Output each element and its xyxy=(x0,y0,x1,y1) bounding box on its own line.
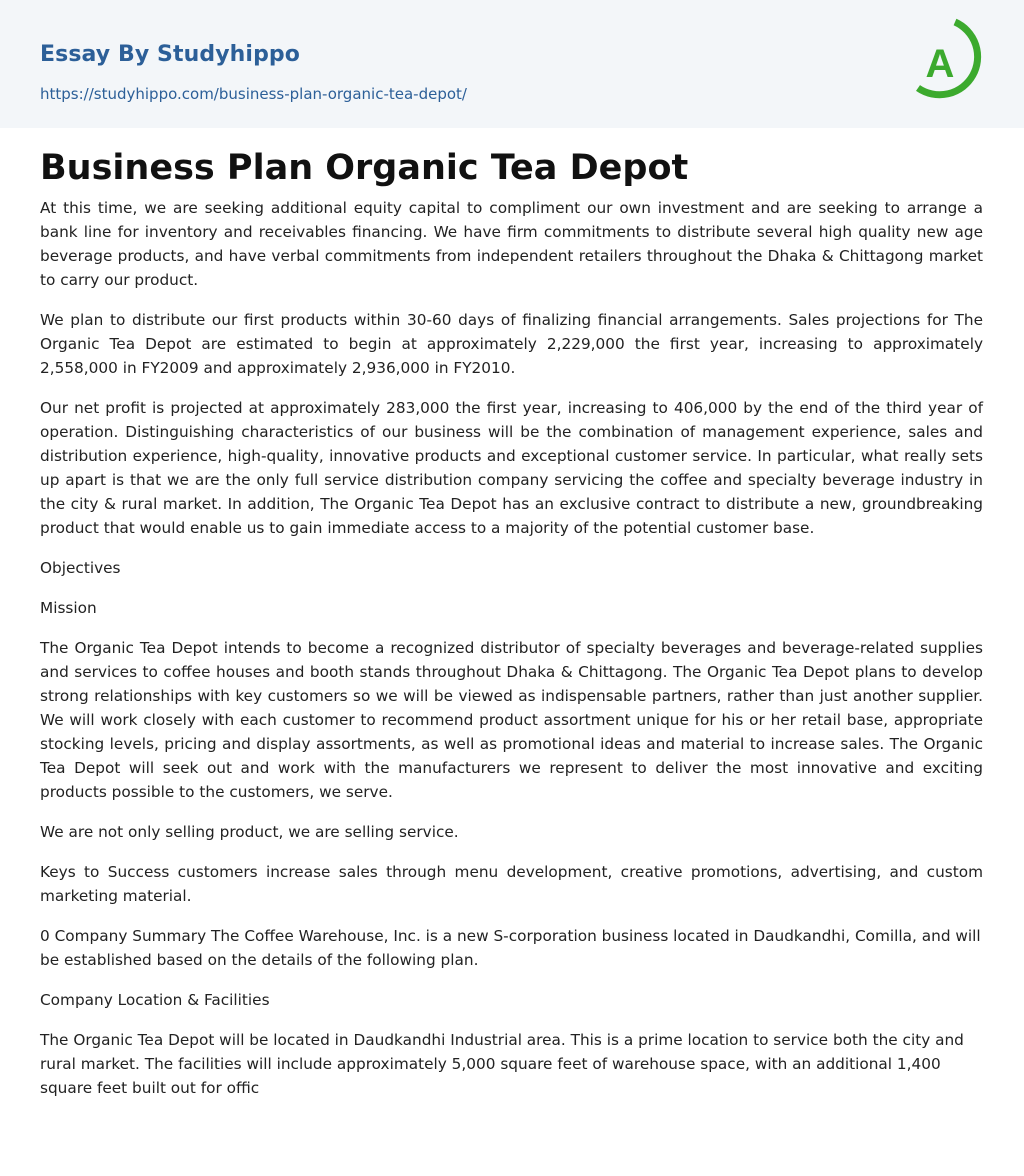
paragraph-net-profit: Our net profit is projected at approximately 283,000 the first year, increasing to 406,000 by the end of the third year of operation. Distinguishing characteristics of our business will be the combination of management experience, sales and distribution experience, high-quality, innovative products and exceptional customer service. In particular, what really sets up apart is that we are the only full service distribution company servicing the coffee and specialty beverage industry in the city & rural market. In addition, The Organic Tea Depot has an exclusive contract to distribute a new, groundbreaking product that would enable us to gain immediate access to a majority of the potential customer base. xyxy=(40,399,983,537)
paragraph-location: The Organic Tea Depot will be located in Daudkandhi Industrial area. This is a prime location to service both the city and rural market. The facilities will include approximately 5,000 square feet of warehouse space, with an additional 1,400 square feet built out for offic xyxy=(40,1031,964,1097)
site-brand[interactable]: Essay By Studyhippo xyxy=(40,42,300,67)
paragraph-service: We are not only selling product, we are selling service. xyxy=(40,823,459,841)
paragraph-sales-projections: We plan to distribute our first products within 30-60 days of finalizing financial arrangements. Sales projections for The Organic Tea Depot are estimated to begin at approximately 2,229,000 the first year, increasing to approximately 2,558,000 in FY2009 and approximately 2,936,000 in FY2010. xyxy=(40,311,983,377)
site-header xyxy=(0,0,1024,128)
essay-url-link[interactable]: https://studyhippo.com/business-plan-organic-tea-depot/ xyxy=(40,85,467,103)
paragraph-intro: At this time, we are seeking additional equity capital to compliment our own investment and are seeking to arrange a bank line for inventory and receivables financing. We have firm commitments to distribute several high quality new age beverage products, and have verbal commitments from independent retailers throughout the Dhaka & Chittagong market to carry our product. xyxy=(40,199,983,289)
heading-mission: Mission xyxy=(40,599,97,617)
paragraph-company-summary: 0 Company Summary The Coffee Warehouse, Inc. is a new S-corporation business located in Daudkandhi, Comilla, and will be established based on the details of the following plan. xyxy=(40,927,981,969)
paragraph-keys-to-success: Keys to Success customers increase sales through menu development, creative promotions, advertising, and custom marketing material. xyxy=(40,863,983,905)
paragraph-mission: The Organic Tea Depot intends to become a recognized distributor of specialty beverages and beverage-related supplies and services to coffee houses and booth stands throughout Dhaka & Chittagong. The Organic Tea Depot plans to develop strong relationships with key customers so we will be viewed as indispensable partners, rather than just another supplier. We will work closely with each customer to recommend product assortment unique for his or her retail base, appropriate stocking levels, pricing and display assortments, as well as promotional ideas and material to increase sales. The Organic Tea Depot will seek out and work with the manufacturers we represent to deliver the most innovative and exciting products possible to the customers, we serve. xyxy=(40,639,983,801)
studyhippo-logo-icon[interactable] xyxy=(908,18,988,106)
logo-letter: A xyxy=(925,42,955,86)
heading-objectives: Objectives xyxy=(40,559,121,577)
article-body xyxy=(40,140,983,1116)
page-title: Business Plan Organic Tea Depot xyxy=(40,148,689,188)
heading-location-facilities: Company Location & Facilities xyxy=(40,991,270,1009)
